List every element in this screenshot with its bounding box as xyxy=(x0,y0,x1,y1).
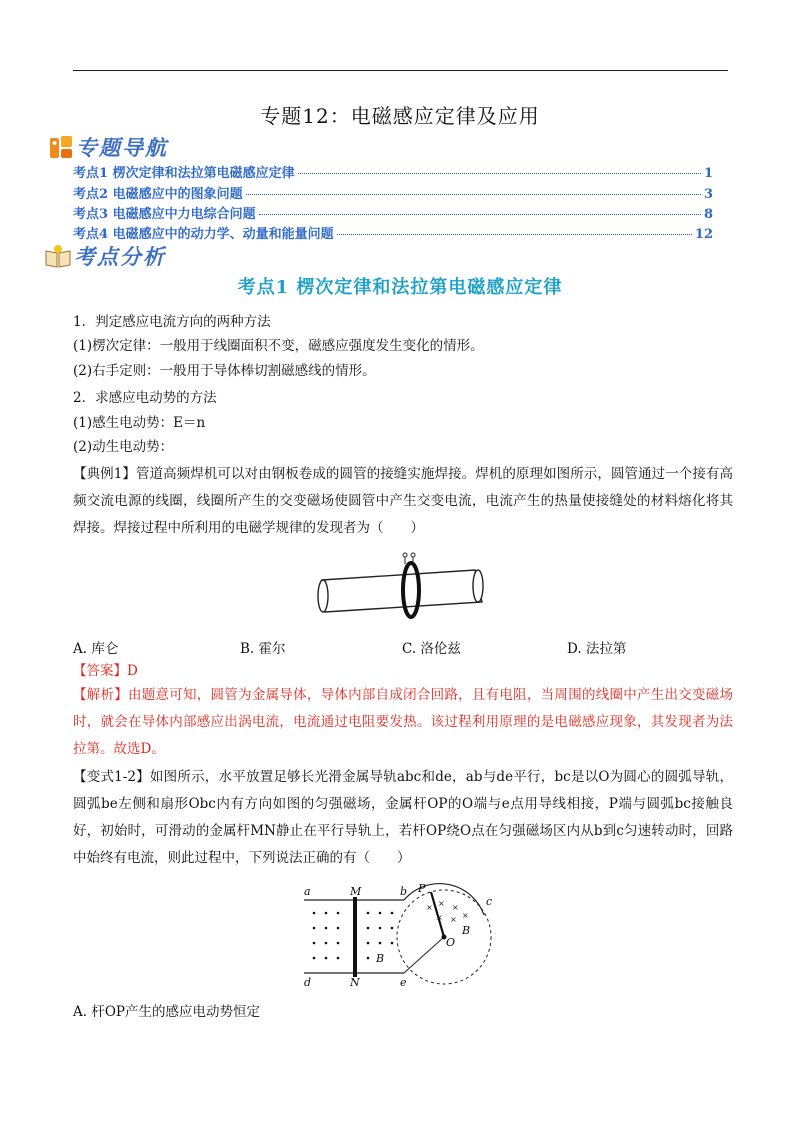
toc-item-3[interactable]: 考点3 电磁感应中力电综合问题 8 xyxy=(73,207,713,222)
option-c: C. 洛伦兹 xyxy=(402,641,461,657)
label-c: c xyxy=(486,895,493,908)
analysis-heading-label: 考点分析 xyxy=(74,244,166,269)
svg-text:×: × xyxy=(426,903,433,912)
text-line: (1)楞次定律：一般用于线圈面积不变，磁感应强度发生变化的情形。 xyxy=(73,338,484,354)
svg-text:×: × xyxy=(462,911,469,920)
field-crosses xyxy=(426,899,469,924)
label-e: e xyxy=(400,976,407,989)
toc-item-1[interactable]: 考点1 楞次定律和法拉第电磁感应定律 1 xyxy=(73,166,713,181)
option-b: B. 霍尔 xyxy=(240,641,286,657)
guide-icon xyxy=(48,134,74,160)
text-line: (2)动生电动势： xyxy=(73,439,174,455)
variant-text: 【变式1-2】如图所示，水平放置足够长光滑金属导轨abc和de，ab与de平行，bc是以O为圆心的圆弧导轨，圆弧be左侧和扇形Obc内有方向如图的匀强磁场，金属杆OP的O端与e点用导线相接，P端与圆弧bc接触良好，初始时，可滑动的金属杆MN静止在平行导轨上，若杆OP绕O点在匀强磁场区内从b到c匀速转动时，回路中始终有电流，则此过程中，下列说法正确的有（ ） xyxy=(73,769,733,866)
section-heading: 考点1 楞次定律和法拉第电磁感应定律 xyxy=(237,277,563,298)
label-b-field-1: B xyxy=(462,924,471,937)
label-d: d xyxy=(304,976,312,989)
analysis-text: 【解析】由题意可知，圆管为金属导体，导体内部自成闭合回路，且有电阻，当周围的线圈中产生出交变磁场时，就会在导体内部感应出涡电流，电流通过电阻要发热。该过程利用原理的是电磁感应现象，其发现者为法拉第。故选D。 xyxy=(73,687,733,757)
svg-text:×: × xyxy=(452,903,459,912)
label-n: N xyxy=(350,976,360,989)
option-d: D. 法拉第 xyxy=(567,641,627,657)
label-b-field-2: B xyxy=(376,952,385,965)
header-rule xyxy=(73,70,728,71)
pipe-coil-figure xyxy=(310,552,490,622)
toc-item-2[interactable]: 考点2 电磁感应中的图象问题 3 xyxy=(73,187,713,202)
text-line: (1)感生电动势：E＝n xyxy=(73,415,206,431)
svg-text:×: × xyxy=(450,915,457,924)
text-line: (2)右手定则：一般用于导体棒切割磁感线的情形。 xyxy=(73,363,376,379)
analysis-heading xyxy=(44,241,166,271)
nav-heading xyxy=(48,132,168,162)
svg-text:×: × xyxy=(438,899,445,908)
answer: 【答案】D xyxy=(73,663,138,679)
nav-heading-label: 专题导航 xyxy=(76,135,168,160)
text-line: 1．判定感应电流方向的两种方法 xyxy=(73,314,271,330)
rail-circuit-figure xyxy=(296,880,506,990)
label-p: P xyxy=(418,882,426,895)
label-b: b xyxy=(400,885,408,898)
text-line: 2．求感应电动势的方法 xyxy=(73,390,217,406)
label-a: a xyxy=(304,885,311,898)
svg-text:×: × xyxy=(436,913,443,922)
page-title: 专题12：电磁感应定律及应用 xyxy=(260,104,540,128)
label-o: O xyxy=(446,936,456,949)
variant-option-a: A. 杆OP产生的感应电动势恒定 xyxy=(73,1004,260,1020)
label-m: M xyxy=(350,885,362,898)
book-icon xyxy=(44,243,72,269)
option-a: A. 库仑 xyxy=(73,641,119,657)
example-text: 【典例1】管道高频焊机可以对由钢板卷成的圆管的接缝实施焊接。焊机的原理如图所示，圆管通过一个接有高频交流电源的线圈，线圈所产生的交变磁场使圆管中产生交变电流，电流产生的热量使接缝处的材料熔化将其焊接。焊接过程中所利用的电磁学规律的发现者为（ ） xyxy=(73,466,733,536)
toc-item-4[interactable]: 考点4 电磁感应中的动力学、动量和能量问题 12 xyxy=(73,227,713,242)
